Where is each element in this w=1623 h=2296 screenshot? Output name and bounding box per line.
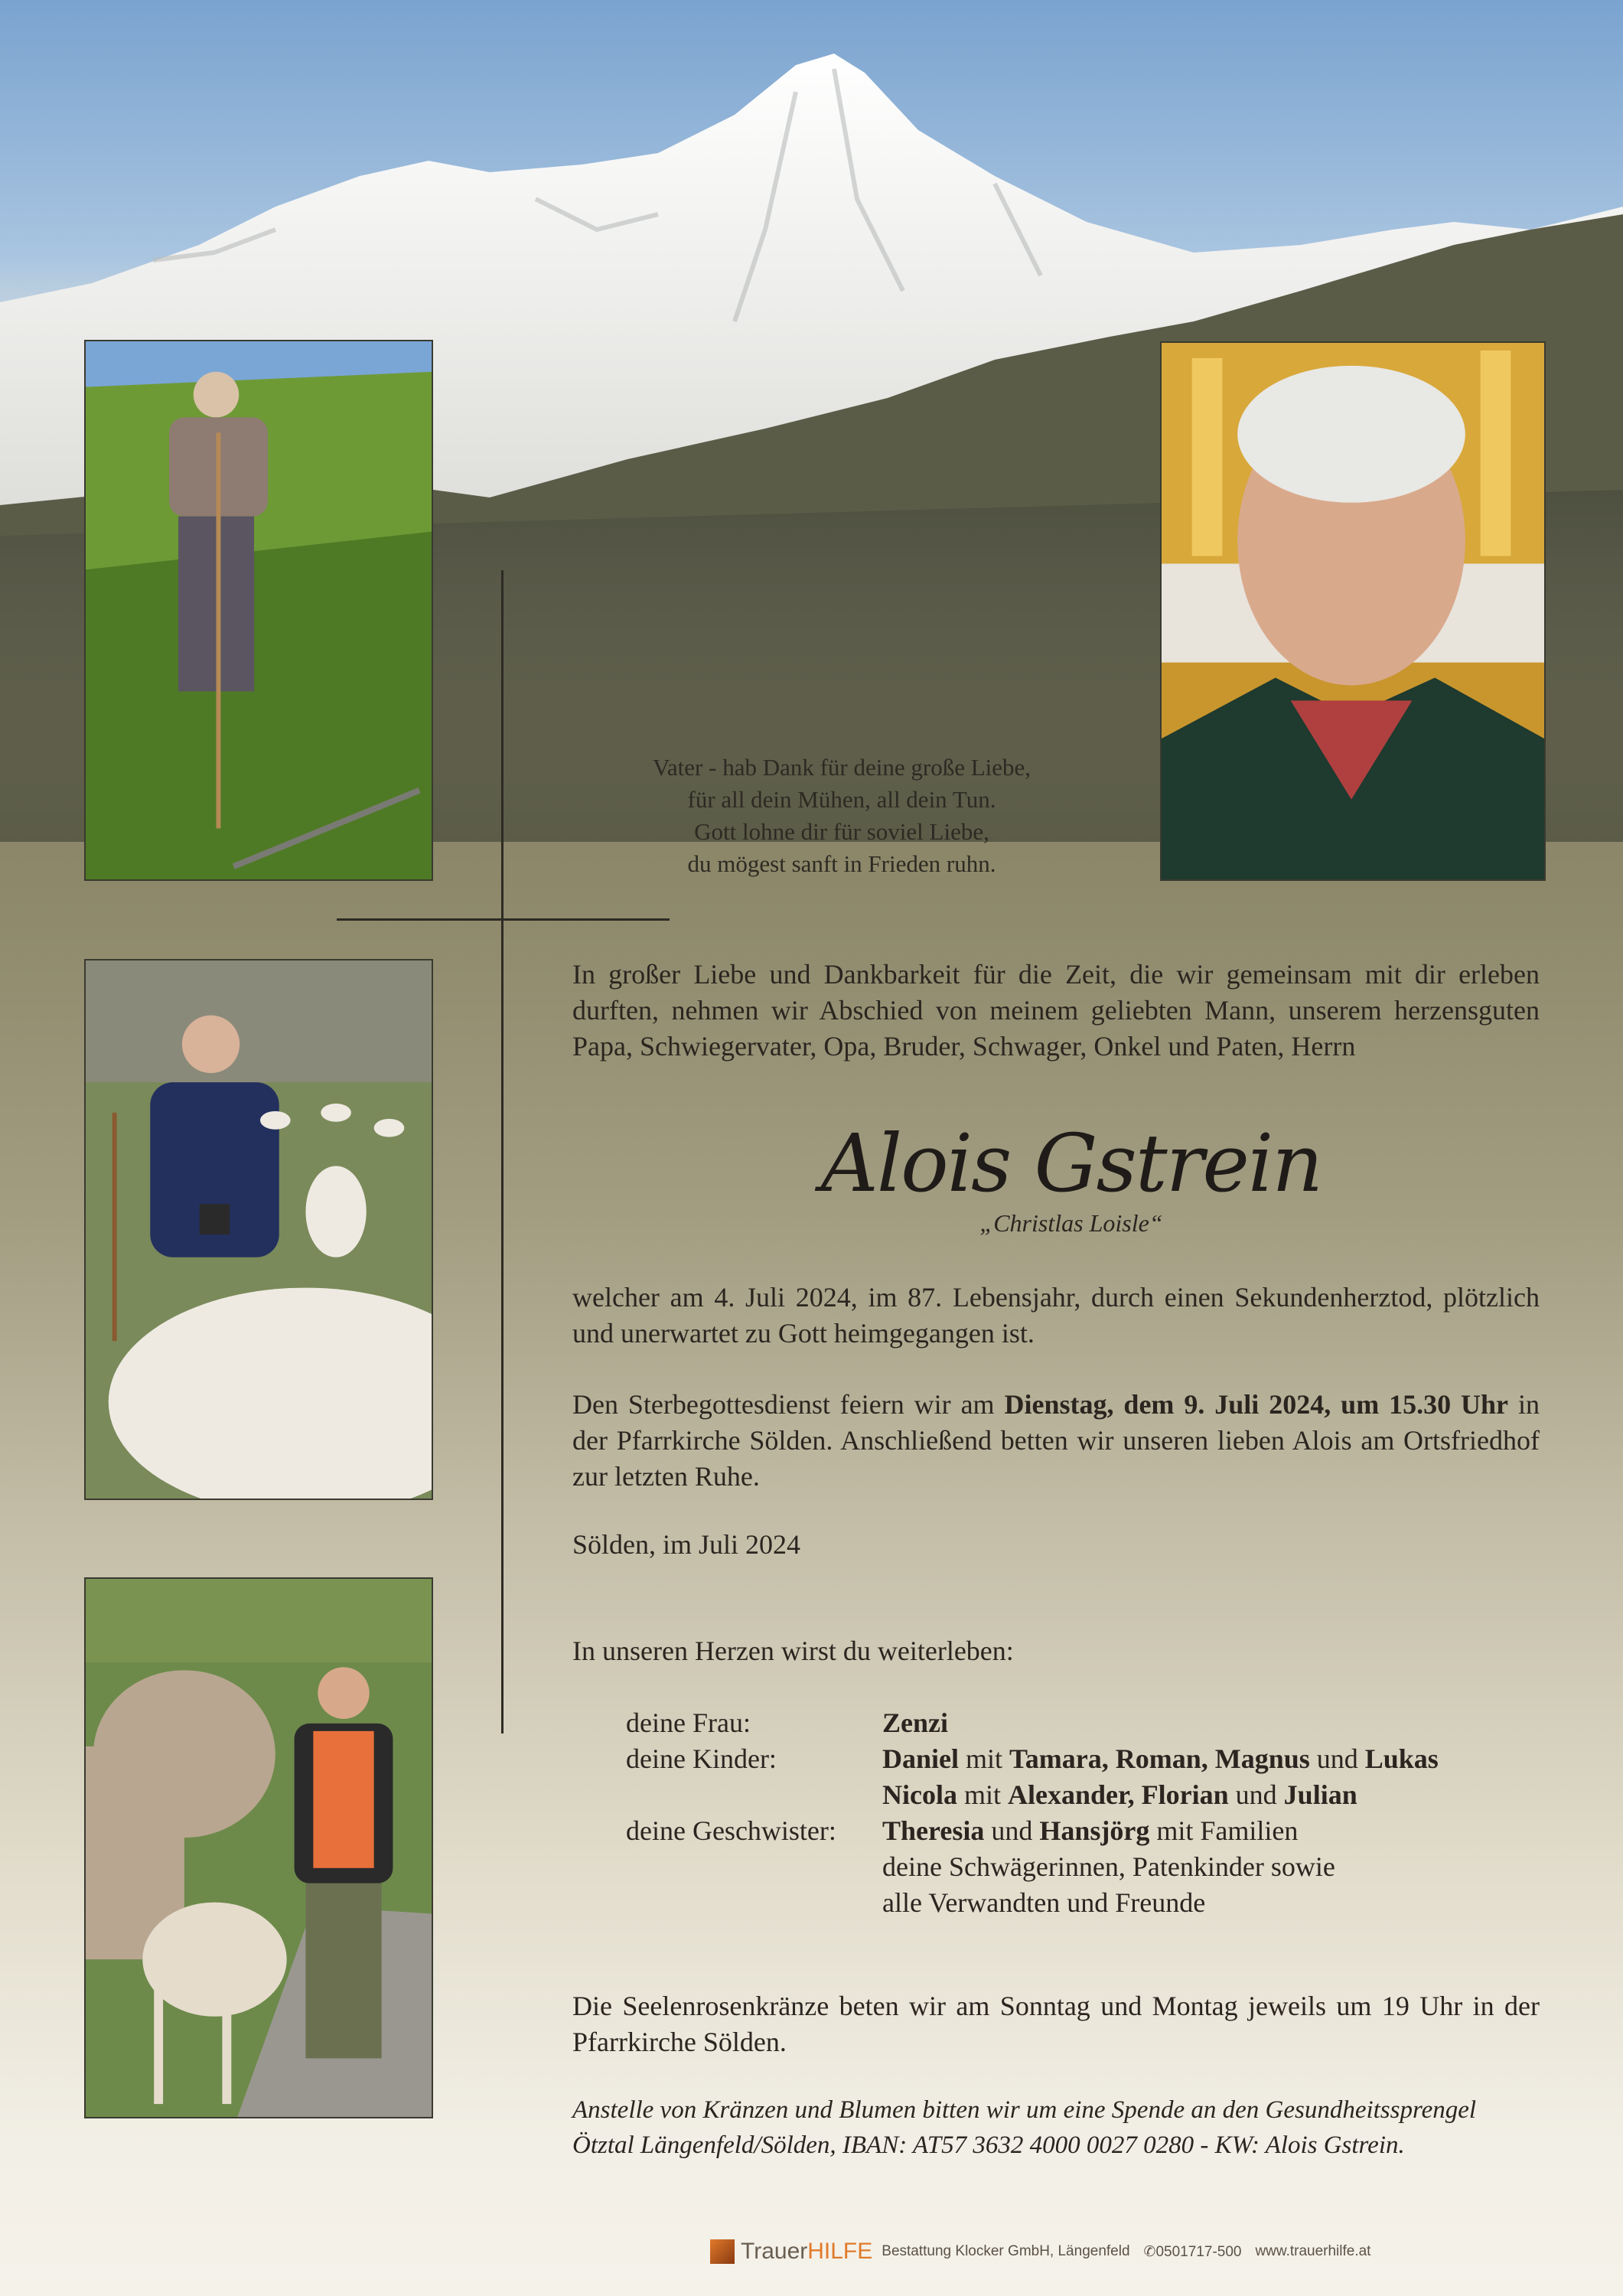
relative-names	[882, 1777, 1357, 1813]
company-name: Bestattung Klocker GmbH, Längenfeld	[882, 2243, 1130, 2259]
rosary-paragraph: Die Seelenrosenkränze beten wir am Sonntag und Montag jeweils um 19 Uhr in der Pfarrkirche Sölden.	[572, 1991, 1540, 2057]
connector-text: und	[991, 1815, 1033, 1846]
portrait-photo	[1160, 341, 1546, 881]
donation-line: Anstelle von Kränzen und Blumen bitten wir um eine Spende an den Gesundheitssprengel	[572, 2096, 1477, 2124]
photo-man-with-scythe	[84, 340, 433, 881]
connector-text: und	[1316, 1743, 1358, 1774]
relation-label: deine Frau:	[626, 1707, 751, 1738]
memorial-verse	[582, 752, 1102, 880]
footer	[710, 2236, 1370, 2267]
verse-line: Gott lohne dir für soviel Liebe,	[694, 818, 989, 845]
death-notice-paragraph: welcher am 4. Juli 2024, im 87. Lebensjahr, durch einen Sekundenherztod, plötzlich und unerwartet zu Gott heimgegangen ist.	[572, 1282, 1540, 1349]
connector-text: mit	[966, 1743, 1003, 1774]
family-row-others-2	[626, 1885, 1439, 1921]
relative-name: Hansjörg	[1039, 1815, 1150, 1846]
donation-note	[572, 2092, 1552, 2163]
photo-man-with-sheep	[84, 959, 433, 1500]
connector-text: und	[1235, 1779, 1277, 1810]
service-date-time: Dienstag, dem 9. Juli 2024, um 15.30 Uhr	[1004, 1389, 1509, 1420]
family-list	[626, 1705, 1439, 1921]
relative-name: Lukas	[1364, 1743, 1439, 1774]
family-row-siblings	[626, 1813, 1439, 1849]
website-link[interactable]: www.trauerhilfe.at	[1255, 2243, 1371, 2259]
relative-names	[882, 1741, 1439, 1777]
relation-label: deine Kinder:	[626, 1743, 777, 1774]
phone-number: ✆0501717-500	[1143, 2243, 1242, 2260]
relative-name: Zenzi	[882, 1707, 948, 1738]
verse-line: für all dein Mühen, all dein Tun.	[687, 786, 996, 813]
donation-line: Ötztal Längenfeld/Sölden, IBAN: AT57 3632 4000 0027 0280 - KW: Alois Gstrein.	[572, 2131, 1405, 2159]
connector-text: mit	[963, 1779, 1001, 1810]
relative-name: Tamara, Roman, Magnus	[1009, 1743, 1310, 1774]
brand-name-part: HILFE	[807, 2239, 873, 2264]
intro-paragraph: In großer Liebe und Dankbarkeit für die Zeit, die wir gemeinsam mit dir erleben durften, nehmen wir Abschied von meinem geliebten Mann, unserem herzensguten Papa, Schwiegervater, Opa, Bruder, Schwager, Onkel und Paten, Herrn	[572, 959, 1540, 1062]
brand-name-part: Trauer	[741, 2239, 808, 2264]
relative-name: Alexander, Florian	[1008, 1779, 1229, 1810]
relative-name: Julian	[1283, 1779, 1357, 1810]
cross-vertical-bar	[501, 570, 504, 1733]
family-row-children-2	[626, 1777, 1439, 1813]
cross-horizontal-bar	[337, 918, 670, 921]
service-text-pre: Den Sterbegottesdienst feiern wir am	[572, 1389, 995, 1420]
family-row-wife	[626, 1705, 1439, 1741]
trauerhilfe-logo	[710, 2239, 872, 2265]
place-date: Sölden, im Juli 2024	[572, 1529, 801, 1560]
verse-line: Vater - hab Dank für deine große Liebe,	[652, 754, 1031, 781]
connector-text: mit Familien	[1156, 1815, 1299, 1846]
relative-names	[882, 1813, 1298, 1849]
relative-name: Theresia	[882, 1815, 985, 1846]
photo-man-with-cows	[84, 1577, 433, 2118]
others-line: deine Schwägerinnen, Patenkinder sowie	[882, 1851, 1335, 1882]
family-row-others	[626, 1849, 1439, 1885]
deceased-nickname: „Christlas Loisle“	[979, 1209, 1163, 1237]
verse-line: du mögest sanft in Frieden ruhn.	[687, 850, 996, 877]
mourners-intro: In unseren Herzen wirst du weiterleben:	[572, 1636, 1014, 1666]
deceased-name: Alois Gstrein	[820, 1117, 1322, 1210]
family-row-children	[626, 1741, 1439, 1777]
logo-icon	[710, 2239, 735, 2264]
relation-label: deine Geschwister:	[626, 1815, 836, 1846]
funeral-service-paragraph	[572, 1387, 1540, 1495]
others-line: alle Verwandten und Freunde	[882, 1887, 1206, 1918]
service-text-post: in der Pfarrkirche Sölden. Anschließend betten wir unseren lieben Alois am Ortsfriedhof zur letzten Ruhe.	[572, 1389, 1540, 1492]
relative-name: Daniel	[882, 1743, 960, 1774]
relative-name: Nicola	[882, 1779, 957, 1810]
